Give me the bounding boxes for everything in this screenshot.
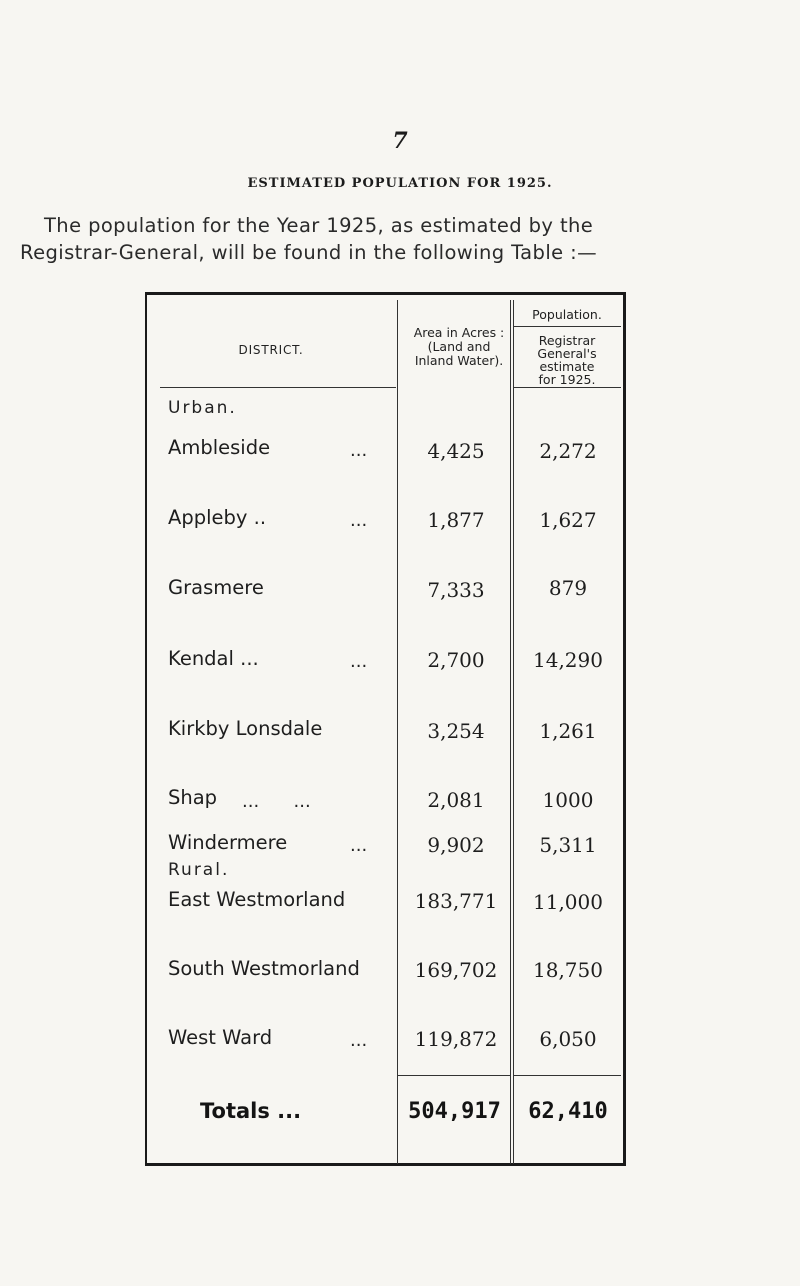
- leader-dots: ...: [350, 510, 368, 531]
- area-value: 2,700: [427, 648, 485, 672]
- header-rule: [160, 387, 396, 388]
- area-value: 7,333: [427, 578, 485, 602]
- district-name: Windermere: [168, 831, 288, 854]
- area-value: 4,425: [427, 439, 485, 463]
- district-name: Shap: [168, 786, 218, 809]
- section-urban: Urban.: [168, 398, 237, 418]
- leader-dots: ...: [350, 835, 368, 856]
- header-registrar-estimate: [512, 334, 622, 386]
- totals-area: 504,917: [408, 1099, 501, 1124]
- leader-dots: ... ...: [242, 791, 311, 812]
- area-value: 2,081: [427, 788, 485, 812]
- area-value: 1,877: [427, 508, 485, 532]
- header-reg-line: estimate: [539, 359, 595, 374]
- header-area: [400, 326, 518, 368]
- district-name: East Westmorland: [168, 888, 346, 911]
- area-value: 183,771: [414, 889, 498, 913]
- population-value: 2,272: [539, 439, 597, 463]
- header-area-line: Area in Acres :: [413, 325, 505, 340]
- district-name: Ambleside: [168, 436, 271, 459]
- population-value: 14,290: [533, 648, 603, 672]
- page-heading: ESTIMATED POPULATION FOR 1925.: [247, 176, 553, 191]
- section-rural: Rural.: [168, 860, 230, 880]
- table-border-bottom: [145, 1163, 626, 1166]
- population-value: 5,311: [539, 833, 597, 857]
- area-value: 119,872: [414, 1027, 498, 1051]
- population-value: 1000: [542, 788, 594, 812]
- district-name: Appleby ..: [168, 506, 267, 529]
- population-value: 18,750: [533, 958, 603, 982]
- population-value: 11,000: [533, 890, 603, 914]
- district-name: Kendal ...: [168, 647, 259, 670]
- totals-label: Totals ...: [200, 1099, 302, 1123]
- area-value: 3,254: [427, 719, 485, 743]
- district-name: West Ward: [168, 1026, 273, 1049]
- leader-dots: ...: [350, 1030, 368, 1051]
- header-population: Population.: [532, 307, 602, 322]
- totals-rule: [513, 1075, 621, 1076]
- header-reg-line: General's: [537, 346, 597, 361]
- header-rule: [513, 387, 621, 388]
- population-value: 6,050: [539, 1027, 597, 1051]
- leader-dots: ...: [350, 651, 368, 672]
- header-area-line: (Land and: [427, 339, 491, 354]
- intro-text-line-1: The population for the Year 1925, as estimated by the: [44, 214, 594, 237]
- district-name: Grasmere: [168, 576, 264, 599]
- header-rule: [513, 326, 621, 327]
- page-number: 7: [392, 128, 408, 154]
- header-reg-line: for 1925.: [538, 372, 596, 387]
- district-name: South Westmorland: [168, 957, 360, 980]
- area-value: 9,902: [427, 833, 485, 857]
- header-reg-line: Registrar: [538, 333, 596, 348]
- population-value: 879: [548, 576, 588, 600]
- intro-text-line-2: Registrar-General, will be found in the following Table :—: [20, 241, 597, 264]
- header-district: DISTRICT.: [238, 343, 304, 357]
- district-name: Kirkby Lonsdale: [168, 717, 323, 740]
- population-value: 1,627: [539, 508, 597, 532]
- area-value: 169,702: [414, 958, 498, 982]
- leader-dots: ...: [350, 440, 368, 461]
- table-border-left: [145, 292, 147, 1166]
- totals-population: 62,410: [528, 1099, 608, 1124]
- population-value: 1,261: [539, 719, 597, 743]
- header-area-line: Inland Water).: [414, 353, 504, 368]
- table-border-top: [145, 292, 626, 295]
- totals-rule: [398, 1075, 511, 1076]
